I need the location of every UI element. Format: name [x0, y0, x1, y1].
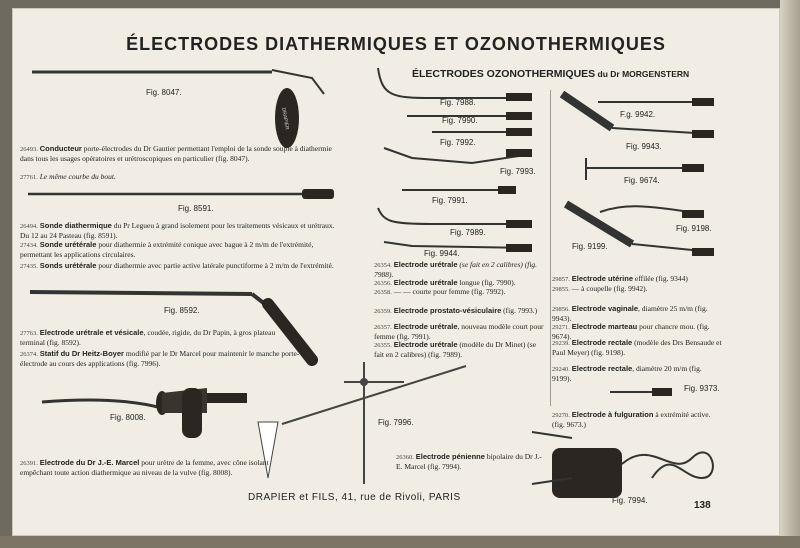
subtitle-rest: du Dr MORGENSTERN: [595, 69, 690, 79]
fig-label-9198: Fig. 9198.: [676, 224, 712, 233]
mid-item: 26358. — — courte pour femme (fig. 7992).: [374, 287, 506, 296]
left-item: 26494. Sonde diathermique du Pr Legueu à grand isolement pour les traitements vésicaux et urétraux. Du 12 au 24 Pasteau (fig. 8591).: [20, 221, 335, 240]
catalog-page: [12, 8, 780, 536]
mid-item: 26354. Electrode urétrale (se fait en 2 calibres) (fig. 7988).: [374, 260, 538, 279]
right-item: 29270. Electrode à fulguration à extrémité active. (fig. 9673.): [552, 410, 711, 429]
fig-label-7994: Fig. 7994.: [612, 496, 648, 505]
fig-label-9942: F.g. 9942.: [620, 110, 656, 119]
left-item: 26374. Statif du Dr Heitz-Boyer modifié par le Dr Marcel pour maintenir le manche porte-électrode au cours des applications (fig. 7996).: [20, 349, 300, 368]
right-item: 29856. Electrode vaginale, diamètre 25 m/m (fig. 9943).: [552, 304, 708, 323]
fig-label-7993: Fig. 7993.: [500, 167, 536, 176]
fig-label-8592: Fig. 8592.: [164, 306, 200, 315]
fig-8047-illustration: [32, 70, 324, 148]
fig-7994-illustration: [532, 432, 713, 498]
column-divider: [550, 90, 551, 406]
subtitle-main: ÉLECTRODES OZONOTHERMIQUES: [412, 68, 596, 80]
fig-label-7992: Fig. 7992.: [440, 138, 476, 147]
left-item: 27434. Sonde urétérale pour diathermie à extrémité conique avec bague à 2 m/m de l'extrémité, permettant les applications circulaires.: [20, 240, 314, 259]
fig-label-7989: Fig. 7989.: [450, 228, 486, 237]
fig-label-9199: Fig. 9199.: [572, 242, 608, 251]
book-page-edge: [780, 0, 800, 548]
page-number: 138: [694, 500, 711, 511]
fig-label-7988: Fig. 7988.: [440, 98, 476, 107]
page-title: ÉLECTRODES DIATHERMIQUES ET OZONOTHERMIQUES: [126, 34, 666, 54]
left-item: 26391. Electrode du Dr J.-E. Marcel pour urètre de la femme, avec cône isolant empêchant toute action diathermique au niveau de la vulve (fig. 8008).: [20, 458, 269, 477]
mid-item: 26360. Electrode pénienne bipolaire du Dr J.-E. Marcel (fig. 7994).: [396, 452, 542, 471]
mid-item: 26356. Electrode urétrale longue (fig. 7990).: [374, 278, 516, 287]
fig-8591-illustration: [28, 189, 334, 199]
mid-item: 26357. Electrode urétrale, nouveau modèle court pour femme (fig. 7991).: [374, 322, 544, 341]
fig-middle-electrodes: [378, 68, 532, 252]
footer-address: DRAPIER et FILS, 41, rue de Rivoli, PARIS: [248, 492, 461, 503]
left-item: 27435. Sonds urétérale pour diathermie avec partie active latérale punctiforme à 2 m/m de l'extrémité.: [20, 261, 334, 270]
engraved-label: DRAPIER: [280, 107, 290, 131]
fig-label-8008: Fig. 8008.: [110, 413, 146, 422]
fig-label-7990: Fig. 7990.: [442, 116, 478, 125]
book-bottom-edge: [0, 536, 800, 548]
mid-item: 26355. Electrode urétrale (modèle du Dr Minet) (se fait en 2 calibres) (fig. 7989).: [374, 340, 537, 359]
fig-label-8047: Fig. 8047.: [146, 88, 182, 97]
fig-label-9944: Fig. 9944.: [424, 249, 460, 258]
fig-label-8591: Fig. 8591.: [178, 204, 214, 213]
right-item: 29271. Electrode marteau pour chancre mou. (fig. 9674).: [552, 322, 710, 341]
right-item: 29239. Electrode rectale (modèle des Drs Bensaude et Paul Meyer) (fig. 9198).: [552, 338, 722, 357]
right-item: 29855. — à coupelle (fig. 9942).: [552, 284, 648, 293]
fig-label-9674: Fig. 9674.: [624, 176, 660, 185]
fig-label-7991: Fig. 7991.: [432, 196, 468, 205]
mid-item: 26359. Electrode prostato-vésiculaire (fig. 7993.): [374, 306, 538, 315]
fig-label-9373: Fig. 9373.: [684, 384, 720, 393]
fig-label-9943: Fig. 9943.: [626, 142, 662, 151]
left-item: 27761. Le même courbe du bout.: [20, 172, 116, 181]
left-item: 27763. Electrode urétrale et vésicale, coudée, rigide, du Dr Papin, à gros plateau terminal (fig. 8592).: [20, 328, 276, 347]
fig-label-7996: Fig. 7996.: [378, 418, 414, 427]
left-item: 26493. Conducteur porte-électrodes du Dr Gautier permettant l'emploi de la sonde souple à diathermie dans tous les usages opératoires et urétroscopiques en particulier (fig. 8047).: [20, 144, 332, 163]
right-item: 29240. Electrode rectale, diamètre 20 m/m (fig. 9199).: [552, 364, 702, 383]
right-item: 29857. Electrode utérine effilée (fig. 9344): [552, 274, 688, 283]
